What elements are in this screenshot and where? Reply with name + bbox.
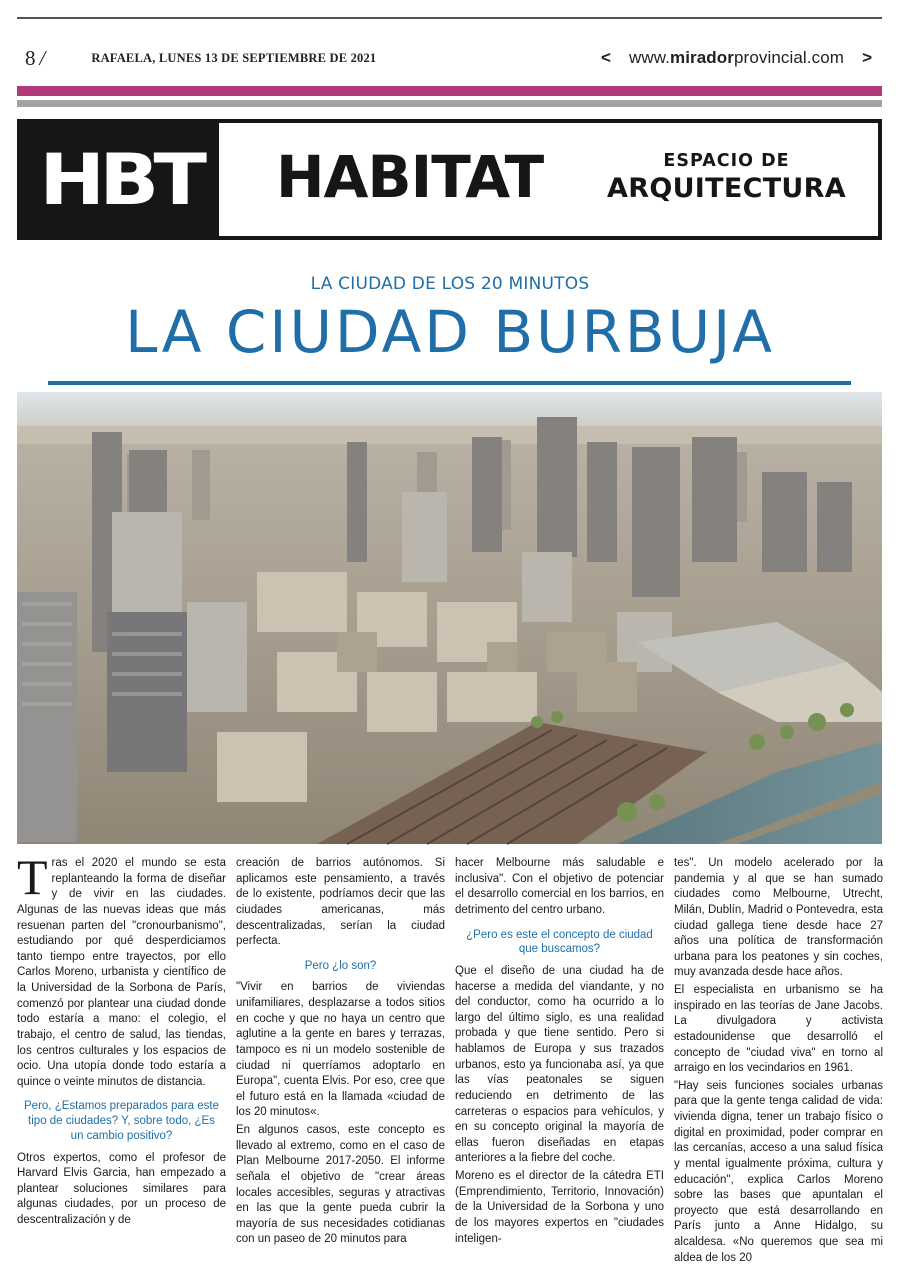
section-subtitle-top: ESPACIO DE — [663, 151, 790, 171]
folio — [25, 46, 376, 70]
paragraph: Que el diseño de una ciudad ha de hacerse a medida del viandante, y no del conductor, como ha ocurrido a lo largo del último siglo, es una realidad probada y que tiene sentido. Pero si hablamos de Europa y sus trazados urbanos, esto ya funcionaba así, ya que las vías peatonales se siguen reduciendo en detrimento de las carreteras o espacios para vehículos, y en su concepto original la mayoría de ellas fueron diseñadas en etapas anteriores a la fiebre del coche. — [455, 964, 664, 1165]
subheading: ¿Pero es este el concepto de ciudad que buscamos? — [466, 928, 653, 956]
paragraph: "Hay seis funciones sociales urbanas para que la gente tenga calidad de vida: vivienda digna, tener un trabajo físico o digital en proximidad, poder comprar en las cercanías, acceso a una salud física y mental igualmente próxima, cultura y educación", explica Carlos Moreno sobre las bases que apuntalan el proyecto que está desarrollando en París junto a Anne Hidalgo, su alcaldesa. «No queremos que sea mi aldea de los 20 — [674, 1079, 883, 1264]
paragraph: El especialista en urbanismo se ha inspirado en las teorías de Jane Jacobs. La divulgadora y activista estadounidense que desarrolló el concepto de "ciudad viva" en torno al arraigo en los vecindarios en 1961. — [674, 984, 883, 1075]
prev-page-arrow-icon[interactable]: < — [601, 48, 611, 67]
article-column-3 — [455, 856, 664, 1245]
next-page-arrow-icon[interactable]: > — [862, 48, 872, 67]
paragraph: "Vivir en barrios de viviendas unifamiliares, desplazarse a todos sitios en coche y que no haya un centro que aglutine a la gente en bares y terrazas, tampoco es ni un modelo sostenible de ciudad ni querríamos adoptarlo en Europa", cuenta Elvis. Por eso, cree que el futuro está en la llamada «ciudad de los 20 minutos«. — [236, 981, 445, 1119]
section-banner — [17, 119, 882, 240]
drop-cap: T — [17, 849, 48, 905]
top-rule — [17, 17, 882, 19]
article-kicker: LA CIUDAD DE LOS 20 MINUTOS — [310, 274, 590, 294]
subheading: Pero ¿lo son? — [304, 959, 377, 972]
article-column-1 — [17, 849, 226, 1227]
section-title: HABITAT — [276, 143, 544, 211]
article-column-2 — [236, 856, 445, 1246]
section-subtitle-bottom: ARQUITECTURA — [607, 173, 846, 204]
paragraph: Otros expertos, como el profesor de Harvard Elvis Garcia, han empezado a plantear soluciones similares para algunas ciudades, por un proceso de descentralización y de — [17, 1151, 226, 1227]
site-url-bold: mirador — [670, 48, 734, 67]
site-url-suffix: provincial.com — [734, 48, 845, 67]
folio-slash: / — [39, 45, 46, 70]
site-nav — [593, 46, 880, 70]
site-url[interactable] — [629, 48, 844, 68]
page-number: 8 — [25, 45, 36, 70]
site-url-prefix: www. — [628, 48, 670, 67]
paragraph — [17, 849, 226, 1090]
article-headline: LA CIUDAD BURBUJA — [125, 298, 775, 366]
hbt-logo — [21, 123, 219, 236]
paragraph: Moreno es el director de la cátedra ETI (Emprendimiento, Territorio, Innovación) de la Universidad de la Sorbona y uno de los mayores expertos en "ciudades inteligen- — [455, 1170, 664, 1245]
article-column-4 — [674, 856, 883, 1264]
paragraph: creación de barrios autónomos. Si aplicamos este pensamiento, a través de lo existente, podríamos decir que las ciudades americanas, más descentralizadas, serían la ciudad perfecta. — [236, 857, 445, 948]
subheading: Pero, ¿Estamos preparados para este tipo de ciudades? Y, sobre todo, ¿Es un cambio positivo? — [24, 1100, 219, 1142]
dateline: RAFAELA, LUNES 13 DE SEPTIEMBRE DE 2021 — [91, 50, 377, 65]
paragraph: tes". Un modelo acelerado por la pandemia y al que se han sumado ciudades como Melbourne, Utrecht, Milán, Dublín, Madrid o Pontevedra, esta ciudad gallega tiene desde hace 27 años una política de transformación urbana para los peatones y sin coches, muy avanzada desde hace años. — [674, 857, 883, 979]
section-band-gray — [17, 100, 882, 107]
section-band-pink — [17, 86, 882, 96]
hbt-logo-text: HBT — [38, 138, 202, 221]
city-aerial-photo — [17, 392, 882, 844]
paragraph: hacer Melbourne más saludable e inclusiva". Con el objetivo de potenciar el desarrollo comercial en los barrios, en detrimento del centro urbano. — [455, 857, 664, 916]
paragraph: En algunos casos, este concepto es llevado al extremo, como en el caso de Plan Melbourne 2017-2050. El informe señala el objetivo de "crear áreas locales accesibles, seguras y atractivas en las que la gente pueda cubrir la mayoría de sus necesidades cotidianas con un paseo de 20 minutos para — [236, 1124, 445, 1246]
headline-rule — [48, 381, 851, 385]
paragraph-text: ras el 2020 el mundo se esta replanteando la forma de diseñar y de vivir en las ciudades. Algunas de las nuevas ideas que más resuenan parten del "cronourbanismo", estudiando por qué desperdiciamos tanto tiempo entre trayectos, por ello Carlos Moreno, urbanista y científico de la Universidad de la Sorbona de París, comenzó por plantear una ciudad donde todo estaría a mano: el colegio, el trabajo, el centro de salud, las tiendas, los centros culturales y los espacios de ocio. Una utopía donde todo estaría a quince o veinte minutos de distancia. — [17, 857, 226, 1088]
